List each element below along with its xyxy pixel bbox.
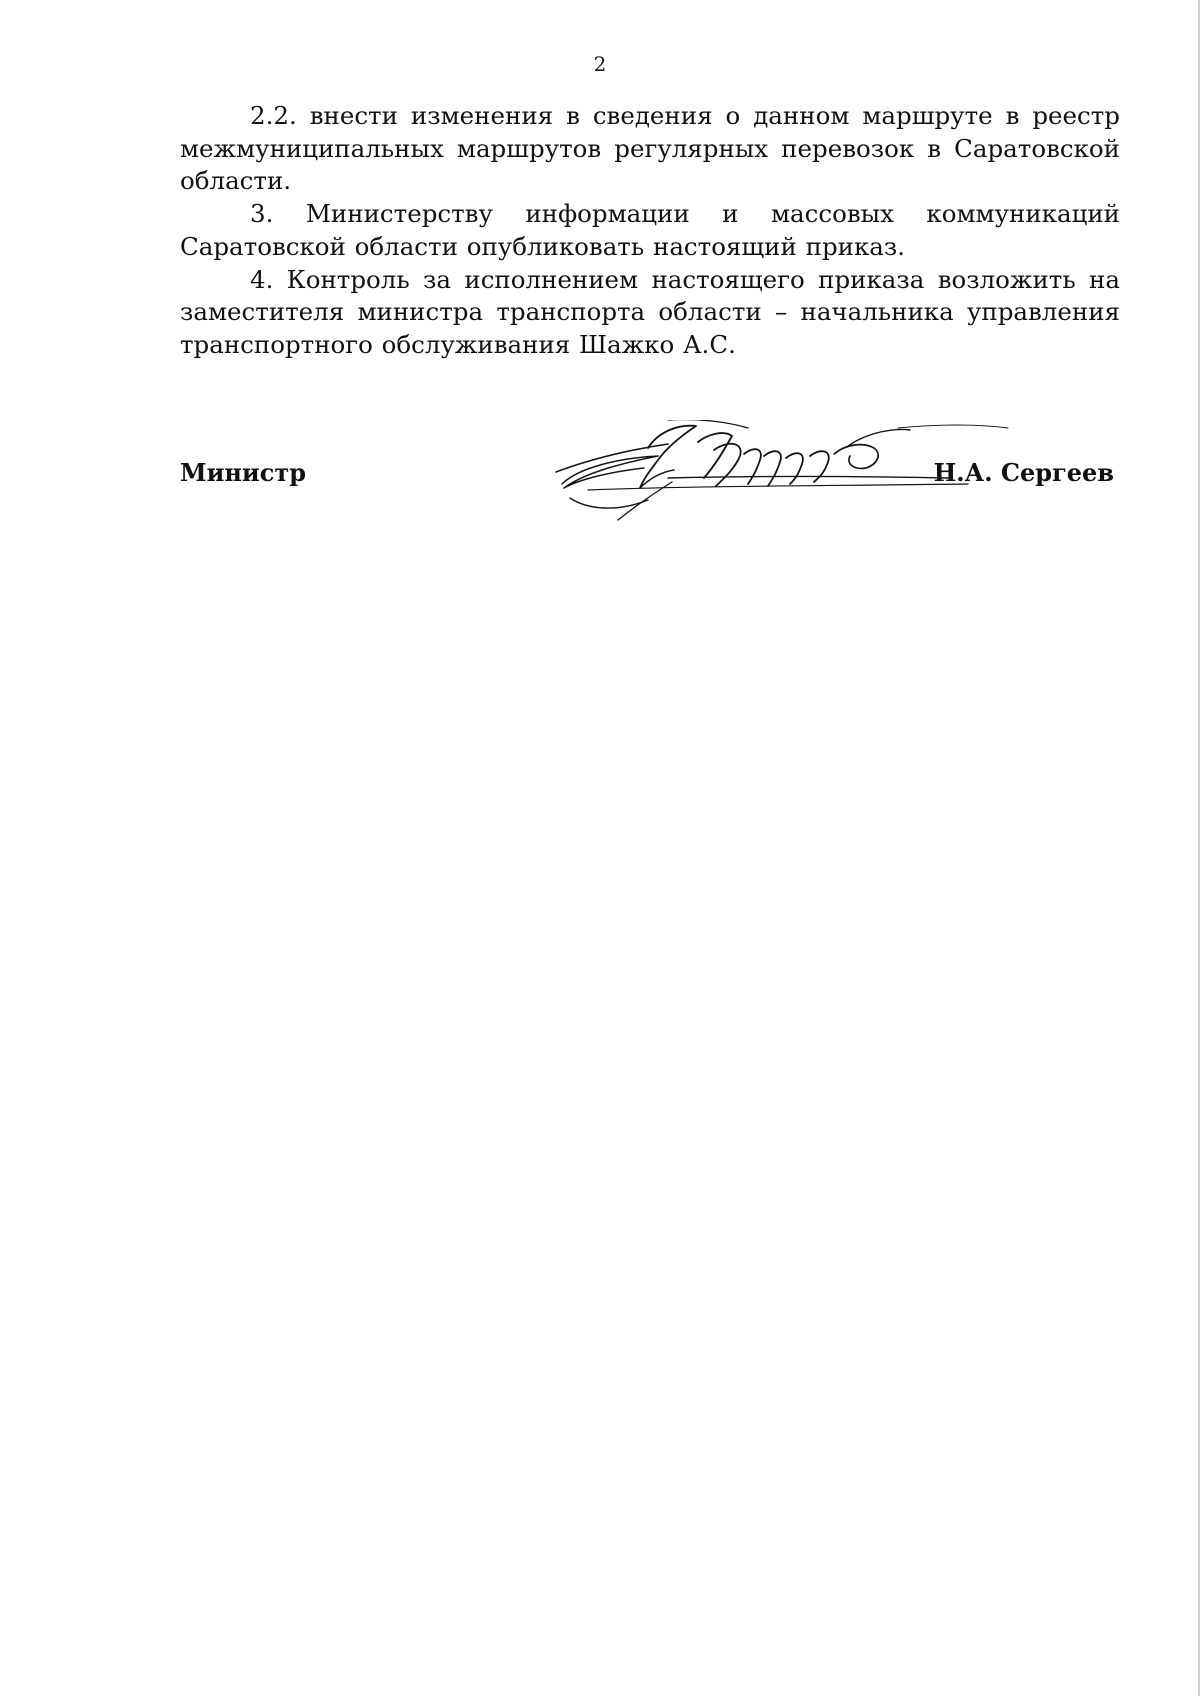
paragraph-3: 3. Министерству информации и массовых коммуникаций Саратовской области опубликовать настоящий приказ. [180, 199, 1120, 261]
page-number: 2 [593, 52, 607, 76]
signature-block [180, 420, 1120, 530]
signatory-title: Министр [180, 458, 306, 487]
document-body [180, 100, 1120, 362]
paragraph-4: 4. Контроль за исполнением настоящего приказа возложить на заместителя министра транспорта области – начальника управления транспортного обслуживания Шажко А.С. [180, 264, 1120, 359]
paragraph-2-2: 2.2. внести изменения в сведения о данном маршруте в реестр межмуниципальных маршрутов регулярных перевозок в Саратовской области. [180, 101, 1120, 196]
signatory-name: Н.А. Сергеев [933, 458, 1114, 487]
